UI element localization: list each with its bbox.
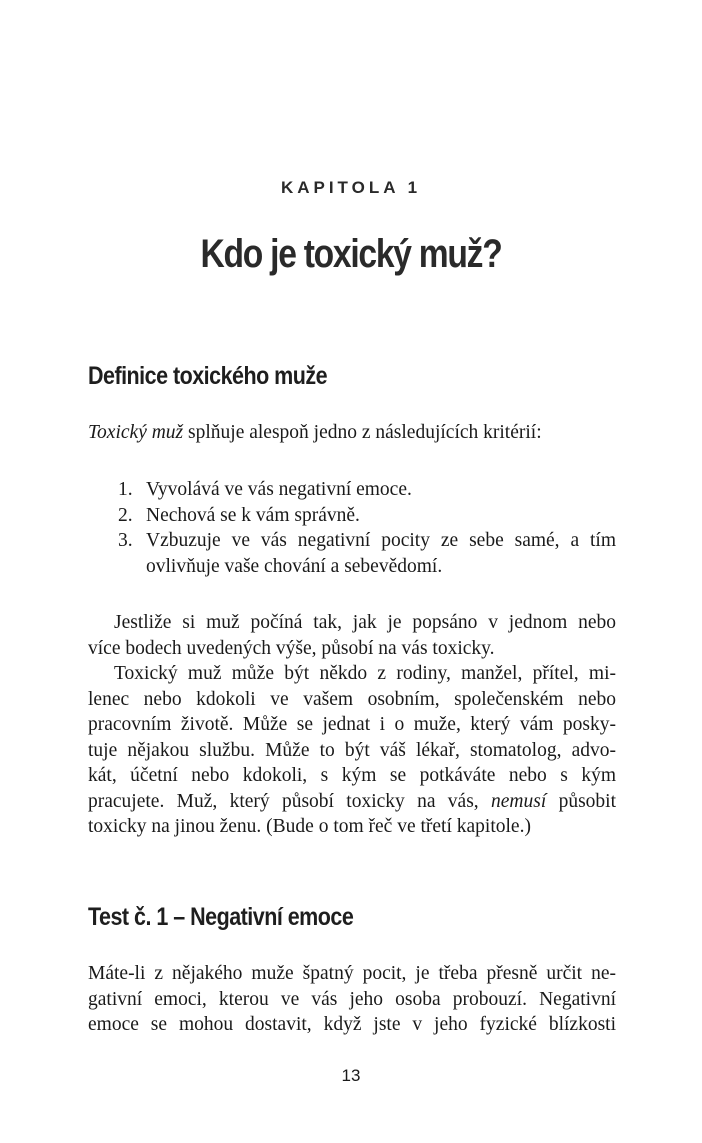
paragraph-line: tuje nějakou službu. Může to být váš lékař, stomatolog, advo- [88, 739, 616, 761]
criteria-list [118, 477, 616, 579]
paragraph-text: pracujete. Muž, který působí toxicky na vás, [88, 790, 491, 812]
paragraph-text: působit [546, 790, 616, 812]
paragraph-line: lenec nebo kdokoli ve vašem osobním, společenském nebo [88, 688, 616, 710]
list-item [118, 528, 616, 579]
emphasis-word: nemusí [491, 790, 547, 812]
paragraph-line: více bodech uvedených výše, působí na vás toxicky. [88, 637, 495, 659]
page-number: 13 [341, 1066, 361, 1085]
list-item-text: Nechová se k vám správně. [146, 504, 360, 526]
paragraph-line: Jestliže si muž počíná tak, jak je popsáno v jednom nebo [114, 612, 616, 633]
intro-text: splňuje alespoň jedno z následujících kritérií: [183, 422, 542, 443]
list-item-number: 1. [118, 479, 133, 500]
list-item-text: Vzbuzuje ve vás negativní pocity ze sebe samé, a tím [146, 530, 616, 551]
list-item-text: Vyvolává ve vás negativní emoce. [146, 479, 412, 500]
chapter-title: Kdo je toxický muž? [200, 232, 502, 276]
body-paragraph-1 [88, 610, 616, 661]
list-item-number: 2. [118, 504, 133, 526]
chapter-label: KAPITOLA 1 [280, 178, 422, 197]
body-paragraph-3 [88, 961, 616, 1038]
paragraph-line: pracovním životě. Může se jednat i o muže, který vám posky- [88, 714, 616, 735]
paragraph-line: Toxický muž může být někdo z rodiny, manžel, přítel, mi- [114, 663, 616, 684]
section-heading-definition: Definice toxického muže [88, 362, 328, 390]
list-item [118, 477, 616, 503]
body-paragraph-2 [88, 661, 616, 840]
paragraph-line: gativní emoci, kterou ve vás jeho osoba probouzí. Negativní [88, 988, 616, 1010]
list-item [118, 503, 616, 529]
paragraph-line: emoce se mohou dostavit, když jste v jeho fyzické blízkosti [88, 1014, 616, 1035]
intro-paragraph [88, 420, 616, 446]
paragraph-line: Máte-li z nějakého muže špatný pocit, je třeba přesně určit ne- [88, 963, 616, 984]
intro-italic-term: Toxický muž [88, 422, 184, 443]
section-heading-test: Test č. 1 – Negativní emoce [88, 903, 354, 931]
paragraph-line: toxicky na jinou ženu. (Bude o tom řeč ve třetí kapitole.) [88, 816, 531, 837]
list-item-number: 3. [118, 530, 133, 551]
paragraph-line-with-italic [88, 789, 616, 815]
paragraph-line: kát, účetní nebo kdokoli, s kým se potkáváte nebo s kým [88, 765, 616, 786]
list-item-text: ovlivňuje vaše chování a sebevědomí. [146, 555, 443, 577]
